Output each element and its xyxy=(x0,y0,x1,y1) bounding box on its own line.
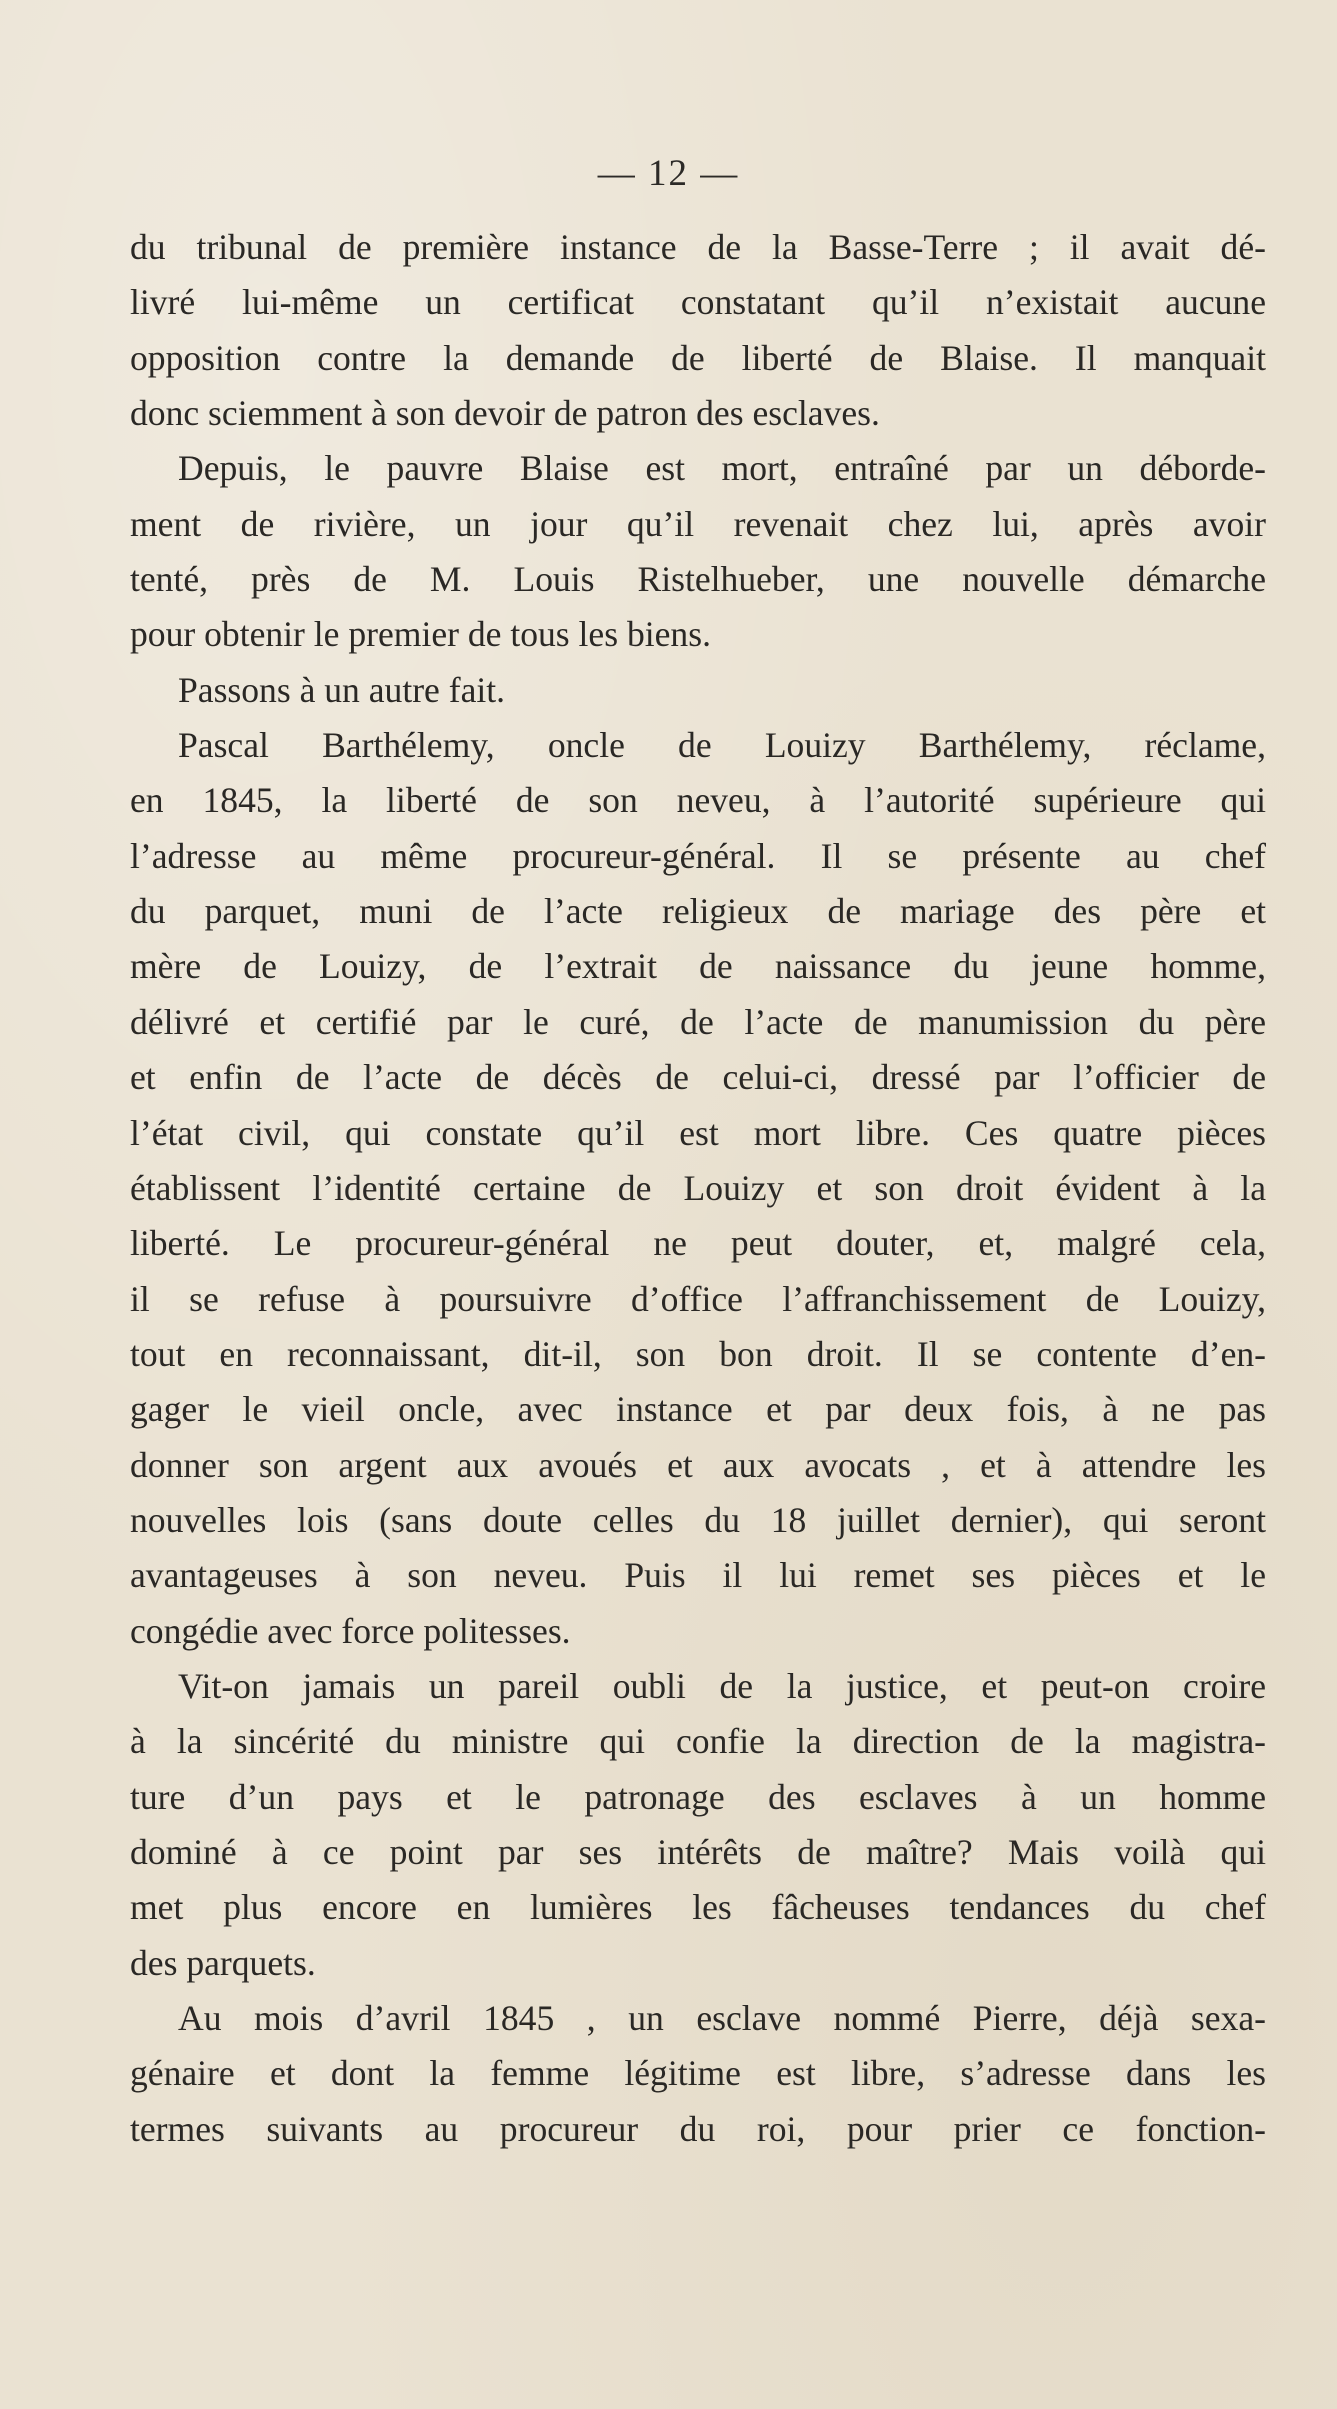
body-text xyxy=(130,220,1266,2157)
text-line: Pascal Barthélemy, oncle de Louizy Barthélemy, réclame, xyxy=(178,725,1266,766)
text-line: délivré et certifié par le curé, de l’acte de manumission du père xyxy=(130,1001,1266,1042)
text-line: dominé à ce point par ses intérêts de maître? Mais voilà qui xyxy=(130,1831,1266,1872)
text-line: du tribunal de première instance de la Basse-Terre ; il avait dé- xyxy=(130,227,1266,267)
text-line: en 1845, la liberté de son neveu, à l’autorité supérieure qui xyxy=(130,780,1266,821)
paragraph xyxy=(130,663,1266,718)
text-line: liberté. Le procureur-général ne peut douter, et, malgré cela, xyxy=(130,1223,1266,1264)
paragraph xyxy=(130,718,1266,1659)
paragraph xyxy=(82,441,1266,662)
text-line: ment de rivière, un jour qu’il revenait chez lui, après avoir xyxy=(130,503,1266,544)
text-line: et enfin de l’acte de décès de celui-ci, dressé par l’officier de xyxy=(130,1057,1266,1098)
text-line: l’état civil, qui constate qu’il est mort libre. Ces quatre pièces xyxy=(130,1112,1266,1153)
text-line: gager le vieil oncle, avec instance et par deux fois, à ne pas xyxy=(130,1389,1266,1430)
text-line: nouvelles lois (sans doute celles du 18 juillet dernier), qui seront xyxy=(130,1499,1266,1540)
text-line: mère de Louizy, de l’extrait de naissance du jeune homme, xyxy=(130,946,1266,987)
paragraph xyxy=(130,1991,1266,2157)
text-line: des parquets. xyxy=(130,1942,316,1983)
text-line: congédie avec force politesses. xyxy=(130,1610,571,1651)
paragraph xyxy=(130,220,1266,441)
text-line: Depuis, le pauvre Blaise est mort, entraîné par un déborde- xyxy=(178,448,1266,489)
text-line: l’adresse au même procureur-général. Il se présente au chef xyxy=(130,835,1266,876)
text-line: génaire et dont la femme légitime est libre, s’adresse dans les xyxy=(130,2053,1266,2094)
text-line: du parquet, muni de l’acte religieux de mariage des père et xyxy=(130,891,1266,932)
text-line: livré lui-même un certificat constatant qu’il n’existait aucune xyxy=(130,282,1266,323)
text-line: tout en reconnaissant, dit-il, son bon droit. Il se contente d’en- xyxy=(130,1333,1266,1374)
text-line: établissent l’identité certaine de Louizy et son droit évident à la xyxy=(130,1167,1266,1208)
text-line: Au mois d’avril 1845 , un esclave nommé Pierre, déjà sexa- xyxy=(178,1998,1266,2038)
text-line: pour obtenir le premier de tous les biens. xyxy=(130,614,711,655)
text-line: donner son argent aux avoués et aux avocats , et à attendre les xyxy=(130,1444,1266,1485)
paragraph xyxy=(130,1659,1266,1991)
text-line: Passons à un autre fait. xyxy=(178,669,506,710)
text-line: ture d’un pays et le patronage des esclaves à un homme xyxy=(130,1776,1266,1817)
text-line: il se refuse à poursuivre d’office l’affranchissement de Louizy, xyxy=(130,1278,1266,1319)
text-line: avantageuses à son neveu. Puis il lui remet ses pièces et le xyxy=(130,1555,1266,1596)
text-line: termes suivants au procureur du roi, pour prier ce fonction- xyxy=(130,2108,1266,2149)
text-line: à la sincérité du ministre qui confie la direction de la magistra- xyxy=(130,1721,1266,1762)
text-line: donc sciemment à son devoir de patron des esclaves. xyxy=(130,393,880,434)
text-line: Vit-on jamais un pareil oubli de la justice, et peut-on croire xyxy=(178,1665,1266,1706)
page-number: — 12 — xyxy=(597,153,740,194)
text-line: tenté, près de M. Louis Ristelhueber, une nouvelle démarche xyxy=(130,559,1266,600)
text-line: opposition contre la demande de liberté de Blaise. Il manquait xyxy=(130,337,1266,378)
text-line: met plus encore en lumières les fâcheuses tendances du chef xyxy=(130,1887,1266,1928)
